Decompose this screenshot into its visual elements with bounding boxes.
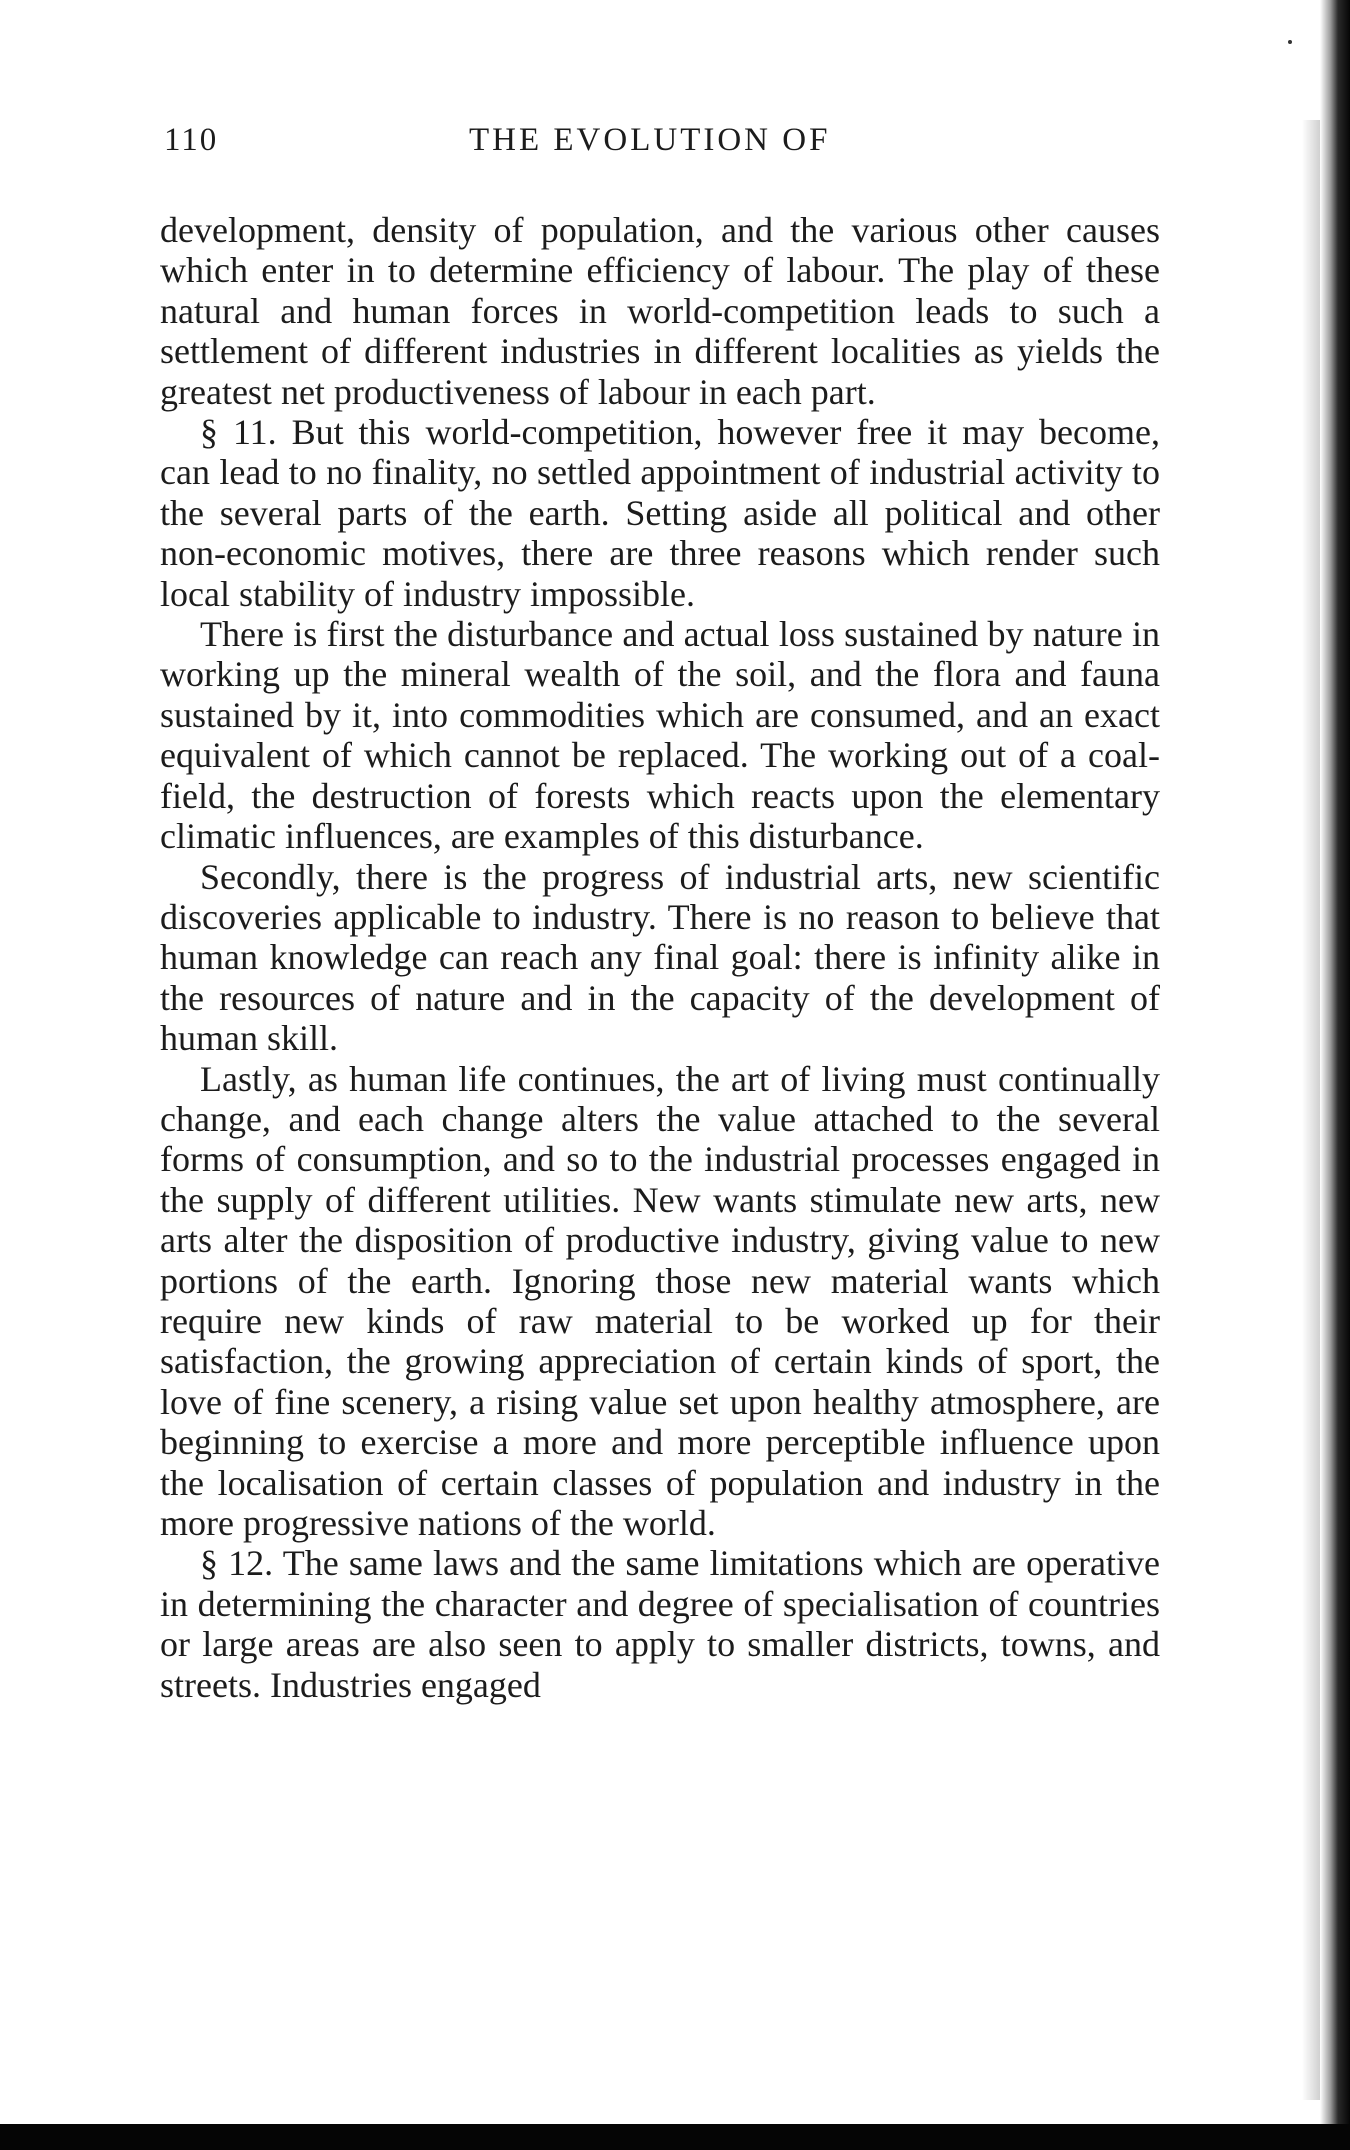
running-title: THE EVOLUTION OF xyxy=(469,122,831,158)
binding-shadow xyxy=(1302,120,1320,2100)
paragraph-third-reason: Lastly, as human life continues, the art of living must continually change, and each change alters the value attached to the several forms of consumption, and so to the industrial processes engaged in the supply of different utilities. New wants stimulate new arts, new arts alter the disposition of productive industry, giving value to new portions of the earth. Ignoring those new material wants which require new kinds of raw material to be worked up for their satisfaction, the growing appreciation of certain kinds of sport, the love of fine scenery, a rising value set upon healthy atmosphere, are beginning to exercise a more and more perceptible influence upon the localisation of certain classes of population and industry in the more progressive nations of the world. xyxy=(160,1058,1160,1543)
page-number: 110 xyxy=(164,122,219,158)
paragraph-section-11: § 11. But this world-competition, however free it may become, can lead to no finality, no settled appointment of industrial activity to the several parts of the earth. Setting aside all political and other non-economic motives, there are three reasons which render such local stability of industry impossible. xyxy=(160,412,1160,614)
paragraph-section-12: § 12. The same laws and the same limitations which are operative in determining the character and degree of specialisation of countries or large areas are also seen to apply to smaller districts, towns, and streets. Industries engaged xyxy=(160,1543,1160,1705)
binding-edge xyxy=(1320,0,1350,2150)
paragraph-first-reason: There is first the disturbance and actual loss sustained by nature in working up the mineral wealth of the soil, and the flora and fauna sustained by it, into commodities which are consumed, and an exact equivalent of which cannot be replaced. The working out of a coal-field, the destruction of forests which reacts upon the elementary climatic influences, are examples of this disturbance. xyxy=(160,614,1160,857)
paper-speck xyxy=(1288,40,1292,44)
paragraph-second-reason: Secondly, there is the progress of industrial arts, new scientific discoveries applicable to industry. There is no reason to believe that human knowledge can reach any final goal: there is infinity alike in the resources of nature and in the capacity of the development of human skill. xyxy=(160,856,1160,1059)
paragraph-continuation: development, density of population, and the various other causes which enter in to determine efficiency of labour. The play of these natural and human forces in world-competition leads to such a settlement of different industries in different localities as yields the greatest net productiveness of labour in each part. xyxy=(160,210,1160,412)
body-text xyxy=(160,210,1160,1705)
page-header xyxy=(164,122,1164,172)
scan-bottom-edge xyxy=(0,2124,1350,2150)
